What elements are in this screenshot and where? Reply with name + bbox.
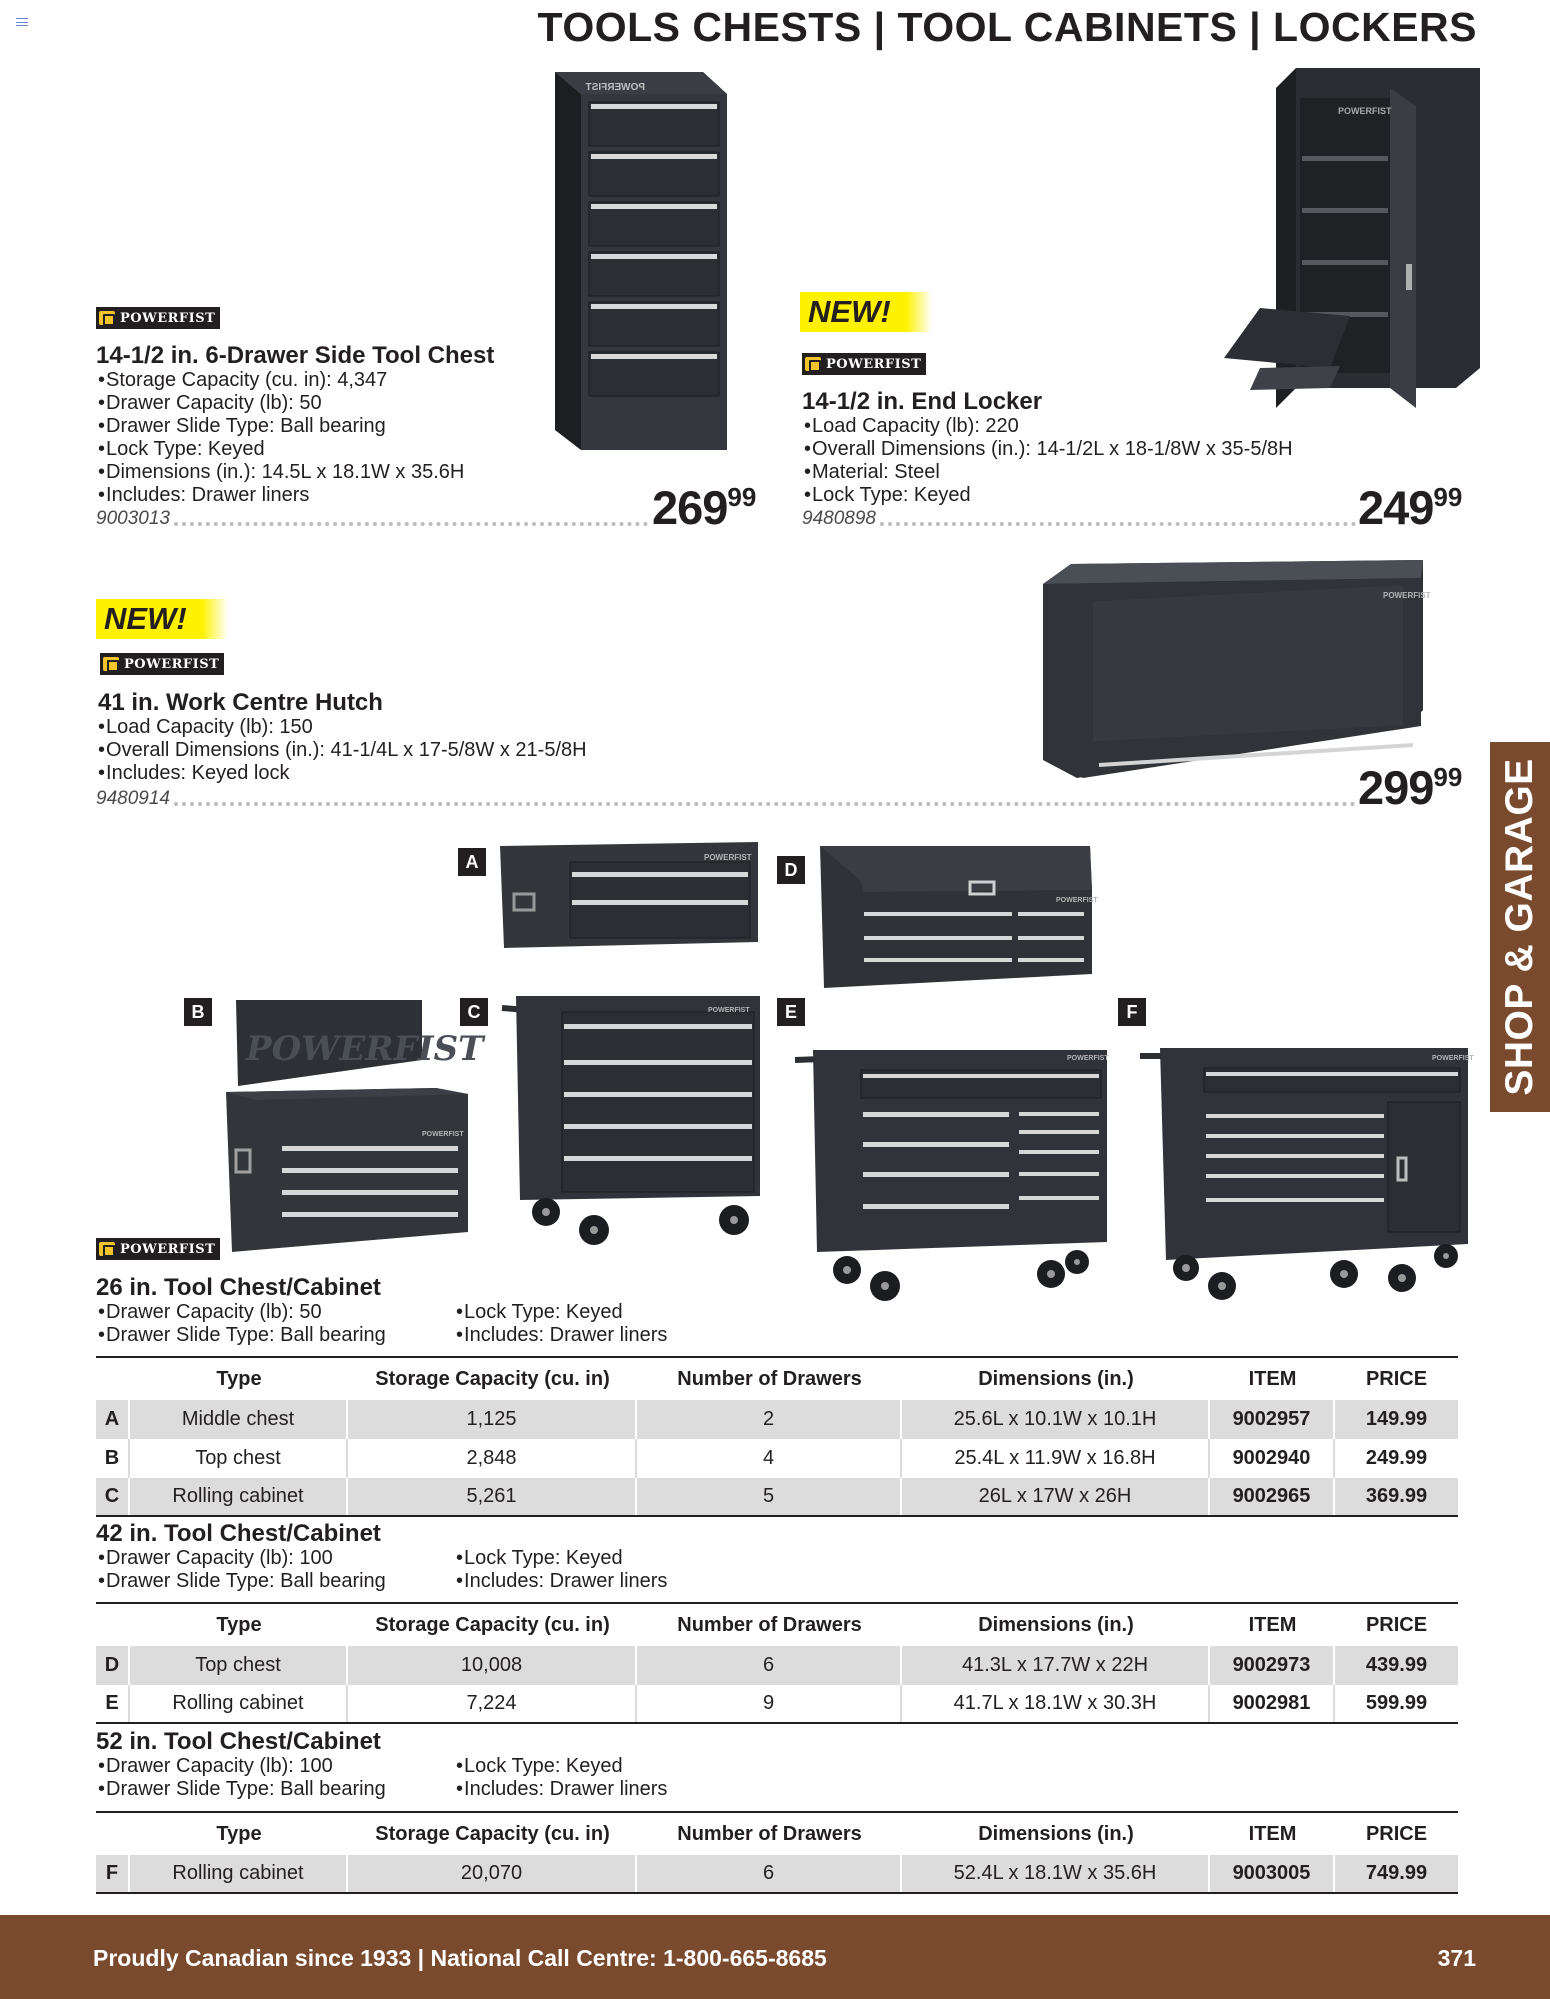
column-header: Number of Drawers [677, 1367, 862, 1390]
spec-item: • Dimensions (in.): 14.5L x 18.1W x 35.6H [98, 461, 464, 484]
column-header: Type [216, 1367, 262, 1390]
spec-item: • Drawer Capacity (lb): 50 [98, 392, 464, 415]
spec-item: • Lock Type: Keyed [456, 1755, 716, 1778]
image-tag-f: F [1118, 998, 1146, 1026]
menu-icon[interactable] [16, 18, 28, 26]
table-row: B Top chest 2,848 4 25.4L x 11.9W x 16.8H 9002940 249.99 [96, 1439, 1458, 1478]
column-header: Number of Drawers [677, 1822, 862, 1845]
column-header: ITEM [1248, 1367, 1297, 1390]
footer-tagline: Proudly Canadian since 1933 | National Call Centre: 1-800-665-8685 [93, 1945, 827, 1971]
section-26-title: 26 in. Tool Chest/Cabinet [96, 1274, 381, 1301]
column-header: Dimensions (in.) [978, 1367, 1134, 1390]
spec-item: • Drawer Slide Type: Ball bearing [98, 415, 464, 438]
column-header: Dimensions (in.) [978, 1613, 1134, 1636]
section-52-title: 52 in. Tool Chest/Cabinet [96, 1728, 381, 1755]
table-row: D Top chest 10,008 6 41.3L x 17.7W x 22H 9002973 439.99 [96, 1646, 1458, 1685]
rolling-cabinet-42-image [795, 1046, 1109, 1302]
top-chest-26-image [226, 1000, 484, 1256]
column-header: Type [216, 1822, 262, 1845]
end-locker-title: 14-1/2 in. End Locker [802, 388, 1043, 415]
spec-item: • Load Capacity (lb): 150 [98, 716, 587, 739]
powerfist-logo: POWERFIST [802, 353, 926, 375]
page-number: 371 [1437, 1945, 1476, 1971]
sku: 9480914 [96, 788, 170, 809]
table-header [96, 1813, 1458, 1855]
sku: 9003013 [96, 508, 170, 529]
spec-item: • Lock Type: Keyed [98, 438, 464, 461]
rolling-cabinet-26-image [502, 990, 766, 1246]
table-header [96, 1358, 1458, 1400]
section-26-specs [98, 1301, 716, 1347]
section-26-table [96, 1356, 1458, 1517]
hutch-specs [98, 716, 587, 785]
svg-text:POWERFIST: POWERFIST [704, 853, 752, 862]
side-chest-title: 14-1/2 in. 6-Drawer Side Tool Chest [96, 342, 495, 369]
side-chest-sku-line [96, 508, 654, 530]
spec-item: • Drawer Capacity (lb): 100 [98, 1755, 456, 1778]
spec-item: • Storage Capacity (cu. in): 4,347 [98, 369, 464, 392]
column-header: PRICE [1365, 1367, 1428, 1390]
svg-text:POWERFIST: POWERFIST [708, 1007, 750, 1014]
end-locker-price: 24999 [1358, 481, 1463, 534]
table-row: A Middle chest 1,125 2 25.6L x 10.1W x 10.1H 9002957 149.99 [96, 1400, 1458, 1439]
spec-item: • Drawer Slide Type: Ball bearing [98, 1778, 456, 1801]
hutch-sku-line [96, 788, 1362, 810]
column-header: Storage Capacity (cu. in) [375, 1613, 610, 1636]
svg-text:POWERFIST: POWERFIST [1383, 591, 1431, 600]
column-header: Type [216, 1613, 262, 1636]
middle-chest-image [500, 842, 760, 950]
spec-item: • Includes: Keyed lock [98, 762, 587, 785]
table-header [96, 1604, 1458, 1646]
column-header: ITEM [1248, 1822, 1297, 1845]
image-tag-a: A [458, 848, 486, 876]
svg-text:POWERFIST: POWERFIST [246, 1029, 484, 1069]
end-locker-sku-line [802, 508, 1362, 530]
page-footer [0, 1915, 1550, 1999]
svg-text:POWERFIST: POWERFIST [1432, 1055, 1474, 1062]
section-52-specs [98, 1755, 716, 1801]
top-chest-42-image [820, 846, 1098, 988]
table-row: F Rolling cabinet 20,070 6 52.4L x 18.1W x 35.6H 9003005 749.99 [96, 1855, 1458, 1894]
column-header: Dimensions (in.) [978, 1822, 1134, 1845]
powerfist-logo: POWERFIST [96, 307, 220, 329]
image-tag-d: D [777, 856, 805, 884]
end-locker-image [1220, 68, 1480, 418]
powerfist-logo: POWERFIST [100, 653, 224, 675]
image-tag-c: C [460, 998, 488, 1026]
column-header: Number of Drawers [677, 1613, 862, 1636]
spec-item: • Lock Type: Keyed [456, 1301, 716, 1324]
section-side-tab[interactable]: SHOP & GARAGE [1490, 742, 1550, 1112]
side-chest-price: 26999 [652, 481, 757, 534]
work-centre-hutch-image [1043, 560, 1431, 780]
spec-item: • Overall Dimensions (in.): 14-1/2L x 18-1/8W x 35-5/8H [804, 438, 1293, 461]
svg-text:POWERFIST: POWERFIST [422, 1131, 464, 1138]
side-tool-chest-image [555, 70, 735, 455]
svg-text:POWERFIST: POWERFIST [1056, 897, 1098, 904]
column-header: PRICE [1365, 1613, 1428, 1636]
section-42-title: 42 in. Tool Chest/Cabinet [96, 1520, 381, 1547]
column-header: Storage Capacity (cu. in) [375, 1822, 610, 1845]
spec-item: • Drawer Slide Type: Ball bearing [98, 1570, 456, 1593]
page-title: TOOLS CHESTS | TOOL CABINETS | LOCKERS [537, 4, 1477, 50]
svg-text:POWERFIST: POWERFIST [1067, 1055, 1109, 1062]
svg-text:POWERFIST: POWERFIST [1338, 106, 1392, 116]
image-tag-b: B [184, 998, 212, 1026]
spec-item: • Includes: Drawer liners [456, 1778, 716, 1801]
side-chest-specs [98, 369, 464, 507]
section-42-table [96, 1602, 1458, 1724]
column-header: ITEM [1248, 1613, 1297, 1636]
new-badge: NEW! [800, 292, 932, 332]
hutch-price: 29999 [1358, 761, 1463, 814]
spec-item: • Material: Steel [804, 461, 1293, 484]
spec-item: • Overall Dimensions (in.): 41-1/4L x 17-5/8W x 21-5/8H [98, 739, 587, 762]
image-tag-e: E [777, 998, 805, 1026]
rolling-cabinet-52-image [1140, 1044, 1474, 1304]
column-header: PRICE [1365, 1822, 1428, 1845]
spec-item: • Includes: Drawer liners [456, 1570, 716, 1593]
spec-item: • Drawer Capacity (lb): 100 [98, 1547, 456, 1570]
hutch-title: 41 in. Work Centre Hutch [98, 689, 383, 716]
new-badge: NEW! [96, 599, 228, 639]
spec-item: • Drawer Slide Type: Ball bearing [98, 1324, 456, 1347]
table-row: C Rolling cabinet 5,261 5 26L x 17W x 26H 9002965 369.99 [96, 1478, 1458, 1517]
sku: 9480898 [802, 508, 876, 529]
table-row: E Rolling cabinet 7,224 9 41.7L x 18.1W x 30.3H 9002981 599.99 [96, 1685, 1458, 1724]
spec-item: • Lock Type: Keyed [456, 1547, 716, 1570]
svg-text:POWERFIST: POWERFIST [585, 82, 645, 93]
spec-item: • Lock Type: Keyed [804, 484, 1293, 507]
spec-item: • Includes: Drawer liners [456, 1324, 716, 1347]
spec-item: • Includes: Drawer liners [98, 484, 464, 507]
section-42-specs [98, 1547, 716, 1593]
spec-item: • Drawer Capacity (lb): 50 [98, 1301, 456, 1324]
end-locker-specs [804, 415, 1293, 507]
spec-item: • Load Capacity (lb): 220 [804, 415, 1293, 438]
powerfist-logo: POWERFIST [96, 1238, 220, 1260]
column-header: Storage Capacity (cu. in) [375, 1367, 610, 1390]
section-52-table [96, 1811, 1458, 1894]
